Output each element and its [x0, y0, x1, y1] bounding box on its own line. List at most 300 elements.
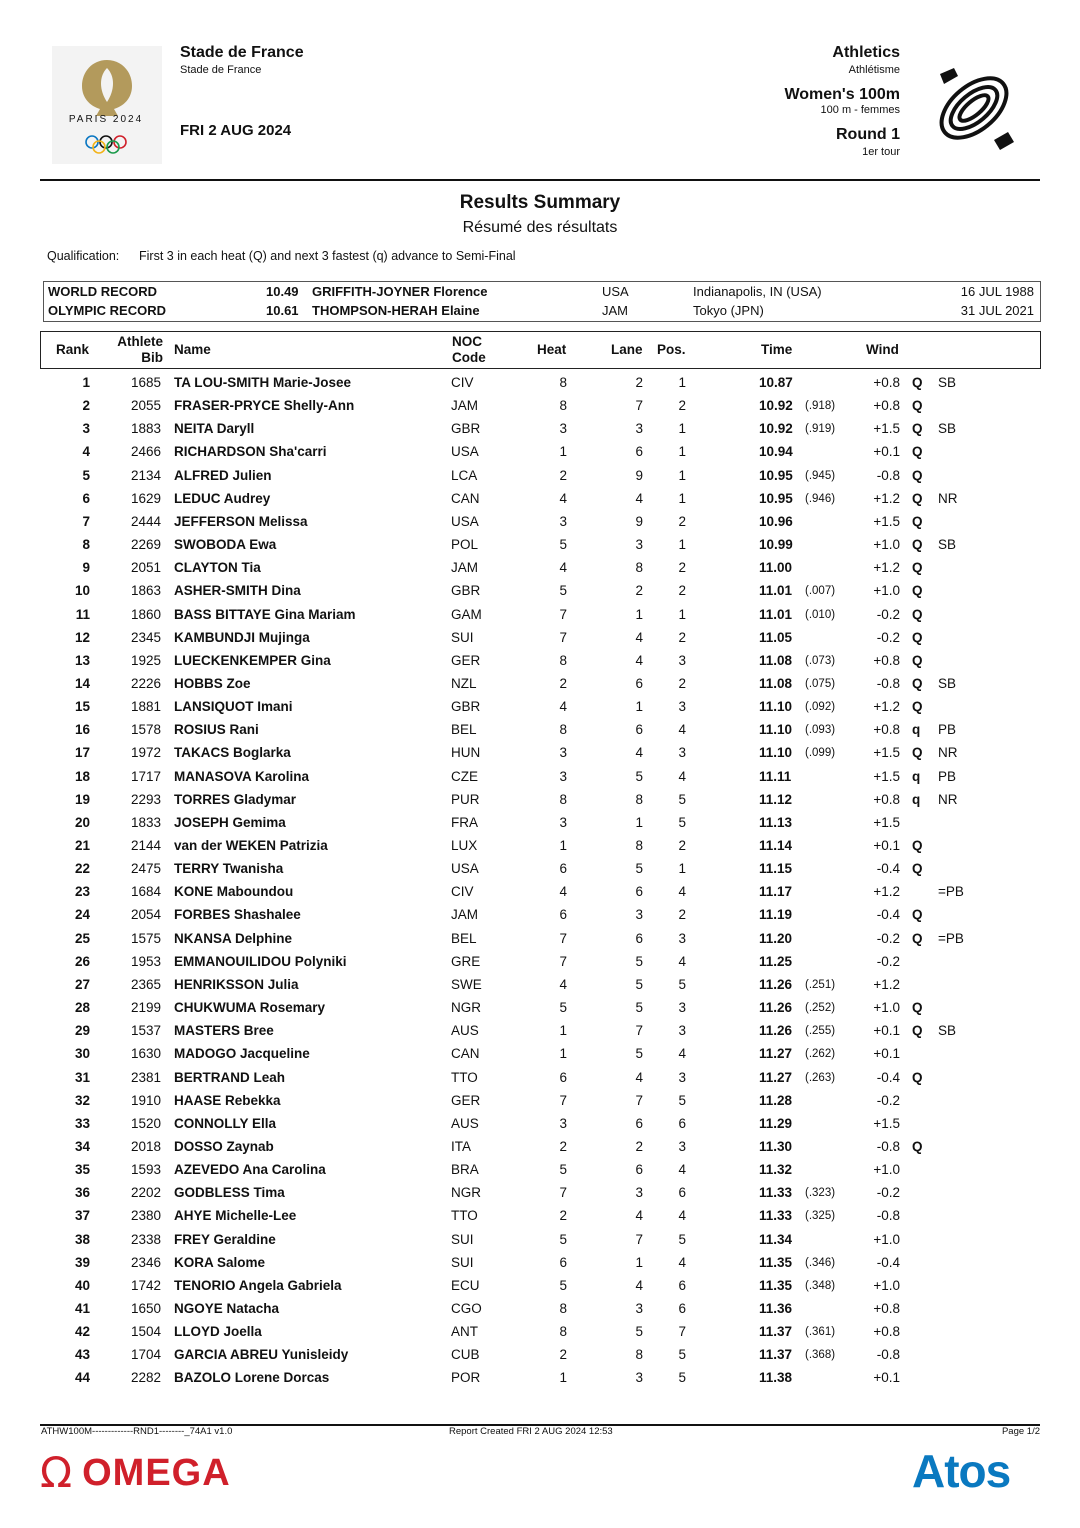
rank: 13	[74, 652, 90, 668]
time: 10.92	[759, 421, 793, 437]
precise-time: (.073)	[805, 654, 836, 667]
heat: 1	[559, 1046, 567, 1062]
position: 1	[678, 861, 686, 877]
rank: 34	[74, 1138, 90, 1154]
time: 10.87	[759, 375, 793, 390]
lane: 5	[635, 1324, 643, 1340]
precise-time: (.361)	[805, 1326, 836, 1339]
wind: -0.4	[876, 861, 900, 877]
lane: 5	[635, 1046, 643, 1062]
noc-code: USA	[451, 444, 479, 460]
heat: 4	[559, 699, 567, 715]
table-row	[0, 1069, 1080, 1092]
position: 4	[678, 722, 686, 738]
wind: +1.0	[873, 1000, 900, 1016]
athlete-name: BASS BITTAYE Gina Mariam	[174, 606, 356, 622]
noc-code: SUI	[451, 629, 474, 645]
position: 2	[678, 629, 686, 645]
time: 11.01	[759, 583, 793, 599]
heat: 1	[559, 1370, 567, 1386]
col-time: Time	[761, 342, 793, 357]
time: 11.35	[759, 1254, 793, 1270]
lane: 8	[635, 1347, 643, 1363]
bib: 1863	[130, 583, 161, 599]
qualification-mark: Q	[912, 699, 923, 715]
noc-code: GBR	[451, 699, 481, 715]
bib: 2199	[130, 1000, 161, 1016]
bib: 2466	[130, 444, 161, 460]
noc-code: ECU	[451, 1277, 480, 1293]
wind: -0.8	[876, 1138, 900, 1154]
table-row	[0, 1231, 1080, 1254]
record-type: WORLD RECORD	[48, 284, 158, 299]
bib: 2346	[130, 1254, 161, 1270]
athlete-name: KORA Salome	[174, 1254, 266, 1270]
record-noc: USA	[602, 284, 629, 299]
bib: 1630	[130, 1046, 161, 1062]
precise-time: (.346)	[805, 1256, 836, 1269]
position: 3	[678, 1138, 686, 1154]
heat: 5	[559, 537, 567, 553]
noc-code: GBR	[451, 583, 481, 599]
bib: 1925	[130, 652, 161, 668]
time: 11.26	[759, 1023, 793, 1039]
wind: +0.1	[873, 1046, 900, 1062]
position: 7	[678, 1324, 686, 1340]
noc-code: LUX	[451, 838, 478, 853]
noc-code: NGR	[451, 1185, 481, 1201]
qualification-text: First 3 in each heat (Q) and next 3 fastest (q) advance to Semi-Final	[139, 249, 516, 263]
bib: 2282	[130, 1370, 161, 1386]
noc-code: CZE	[451, 768, 478, 784]
time: 11.30	[759, 1138, 793, 1154]
noc-code: AUS	[451, 1023, 479, 1039]
noc-code: FRA	[451, 814, 478, 830]
heat: 7	[559, 606, 567, 622]
athlete-name: HOBBS Zoe	[174, 675, 251, 691]
wind: -0.8	[876, 1347, 900, 1363]
table-row	[0, 698, 1080, 721]
noc-code: GER	[451, 1092, 481, 1108]
results-column-header	[40, 331, 1041, 369]
wind: +1.2	[873, 699, 900, 715]
qualification-mark: Q	[912, 675, 923, 691]
wind: +0.1	[873, 1023, 900, 1039]
table-row	[0, 768, 1080, 791]
bib: 1717	[130, 768, 161, 784]
bib: 1593	[130, 1162, 161, 1178]
rank: 22	[74, 861, 90, 877]
wind: +0.8	[873, 652, 900, 668]
lane: 5	[635, 861, 643, 877]
athlete-name: MANASOVA Karolina	[174, 768, 310, 784]
time: 11.28	[759, 1092, 793, 1108]
record-type: OLYMPIC RECORD	[48, 303, 166, 318]
athlete-name: NGOYE Natacha	[174, 1301, 280, 1316]
noc-code: PUR	[451, 791, 480, 807]
qualification-mark: Q	[912, 421, 923, 437]
athlete-name: RICHARDSON Sha'carri	[174, 444, 327, 460]
record-mark: =PB	[938, 884, 964, 900]
lane: 2	[635, 583, 643, 599]
position: 4	[678, 1254, 686, 1270]
lane: 4	[635, 1208, 643, 1224]
athlete-name: CLAYTON Tia	[174, 560, 261, 576]
athlete-name: JEFFERSON Melissa	[174, 513, 308, 529]
table-row	[0, 1346, 1080, 1369]
table-row	[0, 559, 1080, 582]
athlete-name: FRASER-PRYCE Shelly-Ann	[174, 398, 355, 414]
time: 11.36	[759, 1301, 793, 1316]
rank: 32	[74, 1092, 90, 1108]
lane: 4	[635, 1069, 643, 1085]
time: 10.92	[759, 398, 793, 414]
athlete-name: JOSEPH Gemima	[174, 814, 286, 830]
record-mark: NR	[938, 490, 958, 506]
table-row	[0, 744, 1080, 767]
qualification-mark: Q	[912, 930, 923, 946]
event-title: Women's 100m	[784, 86, 900, 103]
lane: 5	[635, 1000, 643, 1016]
bib: 1629	[130, 490, 161, 506]
heat: 6	[559, 1254, 567, 1270]
heat: 7	[559, 953, 567, 969]
wind: +1.0	[873, 583, 900, 599]
wind: +0.8	[873, 1301, 900, 1316]
noc-code: GBR	[451, 421, 481, 437]
lane: 9	[635, 513, 643, 529]
qualification-mark: Q	[912, 1069, 923, 1085]
heat: 2	[559, 1208, 567, 1224]
precise-time: (.946)	[805, 492, 836, 505]
games-logo-text: PARIS 2024	[68, 114, 144, 125]
precise-time: (.255)	[805, 1025, 836, 1038]
time: 11.11	[759, 768, 792, 784]
time: 11.37	[759, 1347, 793, 1363]
qualification-mark: Q	[912, 398, 923, 414]
position: 2	[678, 838, 686, 853]
bib: 1883	[130, 421, 161, 437]
precise-time: (.075)	[805, 677, 836, 690]
athlete-name: van der WEKEN Patrizia	[174, 838, 328, 853]
athlete-name: NKANSA Delphine	[174, 930, 293, 946]
athlete-name: GARCIA ABREU Yunisleidy	[174, 1347, 349, 1363]
bib: 2018	[130, 1138, 161, 1154]
lane: 3	[635, 421, 643, 437]
heat: 5	[559, 1231, 567, 1247]
athlete-name: DOSSO Zaynab	[174, 1138, 274, 1154]
noc-code: JAM	[451, 907, 478, 923]
rank: 7	[82, 513, 90, 529]
table-row	[0, 490, 1080, 513]
heat: 1	[559, 444, 567, 460]
athlete-name: CHUKWUMA Rosemary	[174, 1000, 326, 1016]
lane: 6	[635, 930, 643, 946]
position: 5	[678, 1347, 686, 1363]
time: 11.20	[759, 930, 793, 946]
rank: 14	[74, 675, 90, 691]
heat: 8	[559, 1324, 567, 1340]
time: 11.17	[759, 884, 793, 900]
records-box	[43, 281, 1041, 322]
table-row	[0, 721, 1080, 744]
sport-subtitle: Athlétisme	[848, 64, 900, 76]
bib: 2338	[130, 1231, 161, 1247]
noc-code: NGR	[451, 1000, 481, 1016]
lane: 4	[635, 652, 643, 668]
heat: 3	[559, 421, 567, 437]
position: 6	[678, 1115, 686, 1131]
athlete-name: FORBES Shashalee	[174, 907, 301, 923]
athlete-name: FREY Geraldine	[174, 1231, 276, 1247]
position: 2	[678, 907, 686, 923]
time: 11.33	[759, 1208, 793, 1224]
bib: 1833	[130, 814, 161, 830]
col-code: Code	[452, 350, 486, 365]
time: 11.27	[759, 1046, 793, 1062]
bib: 2380	[130, 1208, 161, 1224]
olympic-record-row	[44, 301, 1040, 320]
lane: 4	[635, 1277, 643, 1293]
table-row	[0, 374, 1080, 397]
heat: 3	[559, 513, 567, 529]
precise-time: (.092)	[805, 701, 836, 714]
table-row	[0, 1138, 1080, 1161]
table-row	[0, 606, 1080, 629]
time: 11.14	[759, 838, 793, 853]
heat: 4	[559, 884, 567, 900]
time: 11.26	[759, 1000, 793, 1016]
precise-time: (.252)	[805, 1002, 836, 1015]
athlete-name: LUECKENKEMPER Gina	[174, 652, 331, 668]
record-mark: SB	[938, 421, 957, 437]
wind: +1.5	[873, 768, 900, 784]
bib: 1684	[130, 884, 161, 900]
rank: 27	[74, 976, 90, 992]
time: 11.27	[759, 1069, 793, 1085]
table-row	[0, 652, 1080, 675]
time: 10.95	[759, 467, 793, 483]
qualification-mark: Q	[912, 560, 923, 576]
rank: 33	[74, 1115, 90, 1131]
record-time: 10.49	[266, 284, 299, 299]
rank: 31	[74, 1069, 90, 1085]
athlete-name: TERRY Twanisha	[174, 861, 284, 877]
wind: +1.5	[873, 1115, 900, 1131]
bib: 1704	[130, 1347, 161, 1363]
record-mark: SB	[938, 675, 957, 691]
table-row	[0, 420, 1080, 443]
lane: 3	[635, 1301, 643, 1316]
wind: +1.5	[873, 814, 900, 830]
qualification-mark: Q	[912, 652, 923, 668]
table-row	[0, 513, 1080, 536]
omega-wordmark: OMEGA	[82, 1452, 231, 1494]
wind: -0.2	[876, 1092, 900, 1108]
rank: 21	[74, 838, 90, 853]
noc-code: LCA	[451, 467, 478, 483]
qualification-label: Qualification:	[47, 249, 120, 263]
table-row	[0, 1323, 1080, 1346]
bib: 1953	[130, 953, 161, 969]
position: 3	[678, 930, 686, 946]
noc-code: USA	[451, 513, 479, 529]
wind: +0.8	[873, 375, 900, 390]
rank: 11	[75, 606, 90, 622]
col-athlete: Athlete	[117, 334, 163, 349]
position: 1	[678, 467, 686, 483]
rank: 35	[74, 1162, 90, 1178]
noc-code: USA	[451, 861, 479, 877]
wind: +1.5	[873, 421, 900, 437]
lane: 6	[635, 444, 643, 460]
position: 3	[678, 699, 686, 715]
record-mark: SB	[938, 375, 957, 390]
heat: 2	[559, 1347, 567, 1363]
position: 6	[678, 1185, 686, 1201]
noc-code: NZL	[451, 675, 477, 691]
record-mark: SB	[938, 537, 957, 553]
table-row	[0, 1277, 1080, 1300]
noc-code: POL	[451, 537, 479, 553]
lane: 6	[635, 884, 643, 900]
lane: 4	[635, 629, 643, 645]
record-date: 31 JUL 2021	[960, 303, 1034, 318]
wind: +0.8	[873, 398, 900, 414]
time: 11.13	[759, 814, 793, 830]
rank: 26	[74, 953, 90, 969]
time: 11.10	[759, 699, 793, 715]
athlete-name: LEDUC Audrey	[174, 490, 271, 506]
table-row	[0, 1254, 1080, 1277]
rank: 18	[74, 768, 90, 784]
precise-time: (.323)	[805, 1187, 836, 1200]
rank: 1	[82, 375, 90, 390]
time: 10.96	[759, 513, 793, 529]
time: 10.95	[759, 490, 793, 506]
round-subtitle: 1er tour	[862, 146, 900, 158]
qualification-mark: q	[912, 722, 921, 738]
bib: 2202	[130, 1185, 161, 1201]
time: 11.10	[759, 722, 793, 738]
table-row	[0, 1022, 1080, 1045]
noc-code: JAM	[451, 398, 478, 414]
lane: 9	[635, 467, 643, 483]
noc-code: GAM	[451, 606, 482, 622]
position: 2	[678, 513, 686, 529]
noc-code: AUS	[451, 1115, 479, 1131]
heat: 5	[559, 583, 567, 599]
wind: -0.2	[876, 606, 900, 622]
table-row	[0, 999, 1080, 1022]
time: 11.19	[759, 907, 793, 923]
bib: 2144	[130, 838, 161, 853]
record-mark: PB	[938, 722, 957, 738]
noc-code: BEL	[451, 722, 477, 738]
athlete-name: ASHER-SMITH Dina	[174, 583, 301, 599]
position: 5	[678, 1092, 686, 1108]
position: 1	[678, 421, 686, 437]
bib: 2051	[130, 560, 161, 576]
precise-time: (.945)	[805, 469, 836, 482]
rank: 37	[74, 1208, 90, 1224]
record-mark: NR	[938, 791, 958, 807]
position: 1	[678, 490, 686, 506]
qualification-mark: Q	[912, 861, 923, 877]
athlete-name: LANSIQUOT Imani	[174, 699, 293, 715]
rank: 25	[74, 930, 90, 946]
bib: 2365	[130, 976, 161, 992]
noc-code: SWE	[451, 976, 482, 992]
time: 11.00	[759, 560, 793, 576]
heat: 2	[559, 1138, 567, 1154]
wind: +1.2	[873, 560, 900, 576]
rank: 44	[74, 1370, 90, 1386]
precise-time: (.010)	[805, 608, 836, 621]
lane: 8	[635, 838, 643, 853]
noc-code: CAN	[451, 490, 480, 506]
time: 11.35	[759, 1277, 793, 1293]
bib: 1504	[130, 1324, 161, 1340]
rank: 36	[74, 1185, 90, 1201]
qualification-mark: Q	[912, 606, 923, 622]
heat: 8	[559, 791, 567, 807]
time: 11.29	[759, 1115, 793, 1131]
athlete-name: BAZOLO Lorene Dorcas	[174, 1370, 330, 1386]
rank: 30	[74, 1046, 90, 1062]
wind: +0.1	[873, 444, 900, 460]
record-athlete: THOMPSON-HERAH Elaine	[312, 303, 480, 318]
noc-code: CIV	[451, 375, 474, 390]
position: 2	[678, 583, 686, 599]
record-mark: NR	[938, 745, 958, 761]
qualification-mark: Q	[912, 1000, 923, 1016]
heat: 7	[559, 629, 567, 645]
athlete-name: CONNOLLY Ella	[174, 1115, 277, 1131]
qualification-mark: q	[912, 791, 921, 807]
athlete-name: AHYE Michelle-Lee	[174, 1208, 297, 1224]
time: 11.08	[759, 675, 793, 691]
qualification-mark: q	[912, 768, 921, 784]
lane: 2	[635, 1138, 643, 1154]
record-mark: =PB	[938, 930, 964, 946]
lane: 3	[635, 537, 643, 553]
position: 3	[678, 652, 686, 668]
col-rank: Rank	[56, 342, 90, 357]
table-row	[0, 1207, 1080, 1230]
athlete-name: BERTRAND Leah	[174, 1069, 286, 1085]
rank: 42	[74, 1324, 90, 1340]
table-row	[0, 536, 1080, 559]
table-row	[0, 906, 1080, 929]
venue-title: Stade de France	[180, 44, 304, 61]
athlete-name: TAKACS Boglarka	[174, 745, 291, 761]
col-lane: Lane	[611, 342, 643, 357]
document-subtitle: Résumé des résultats	[462, 219, 618, 236]
lane: 6	[635, 1162, 643, 1178]
venue-subtitle: Stade de France	[180, 64, 262, 76]
table-row	[0, 467, 1080, 490]
bib: 1520	[130, 1115, 161, 1131]
noc-code: BEL	[451, 930, 477, 946]
rank: 15	[74, 699, 90, 715]
rank: 19	[74, 791, 90, 807]
wind: +1.0	[873, 1162, 900, 1178]
table-row	[0, 1300, 1080, 1323]
position: 2	[678, 675, 686, 691]
heat: 1	[559, 1023, 567, 1039]
lane: 5	[635, 953, 643, 969]
